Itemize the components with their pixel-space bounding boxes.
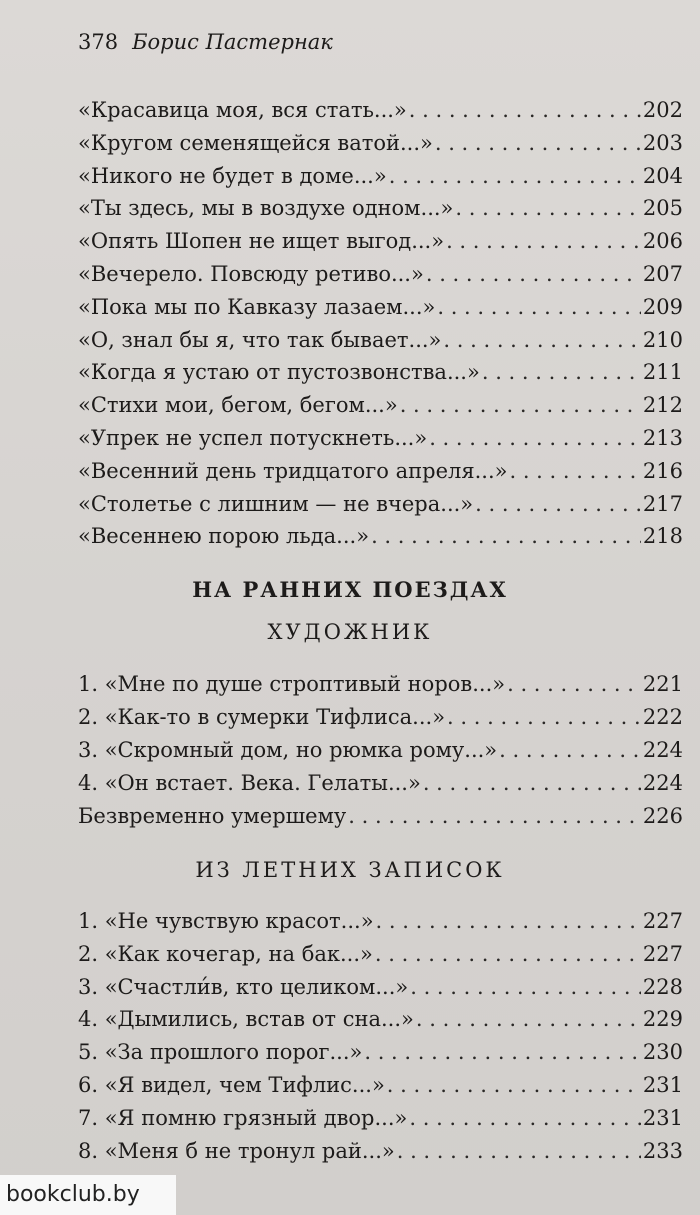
toc-entry	[78, 904, 683, 938]
toc-entry	[78, 970, 683, 1004]
toc-entry-page: 204	[642, 163, 683, 188]
toc-entry-title: «Красавица моя, вся стать...»	[78, 98, 407, 122]
toc-entry-title: «Весеннею порою льда...»	[78, 524, 370, 549]
toc-entry	[78, 355, 683, 389]
toc-entry-page: 231	[642, 1073, 683, 1097]
toc-entry-title: «Вечерело. Повсюду ретиво...»	[78, 262, 424, 286]
toc-entry-page: 228	[642, 974, 683, 999]
toc-entry	[78, 290, 683, 324]
toc-entry-title: «Никого не будет в доме...»	[78, 163, 387, 188]
toc-entry	[78, 733, 683, 767]
toc-entry-title: 6. «Я видел, чем Тифлис...»	[78, 1073, 385, 1097]
toc-entry	[78, 519, 683, 553]
toc-entry-title: «Кругом семенящейся ватой...»	[78, 130, 433, 155]
toc-entry-title: «Пока мы по Кавказу лазаем...»	[78, 294, 436, 319]
toc-entry-title: 4. «Он встает. Века. Гелаты...»	[78, 771, 421, 795]
toc-entry	[78, 191, 683, 225]
page-header	[78, 30, 333, 54]
dot-leader	[409, 1101, 641, 1135]
toc-entry	[78, 1035, 683, 1069]
toc-entry	[78, 1134, 683, 1168]
toc-entry-title: «Весенний день тридцатого апреля...»	[78, 458, 508, 483]
toc-entry-title: «Опять Шопен не ищет выгод...»	[78, 229, 445, 254]
dot-leader	[416, 1002, 641, 1036]
toc-entry-title: 8. «Меня б не тронул рай...»	[78, 1138, 395, 1163]
dot-leader	[499, 733, 641, 767]
toc-entry	[78, 667, 683, 701]
toc-entry-title: «О, знал бы я, что так бывает...»	[78, 327, 442, 352]
toc-entry	[78, 1101, 683, 1135]
dot-leader	[389, 159, 641, 193]
toc-entry-title: 3. «Счастли́в, кто целиком...»	[78, 974, 409, 999]
toc-entry	[78, 421, 683, 455]
dot-leader	[475, 487, 641, 521]
dot-leader	[437, 290, 641, 324]
toc-entry-page: 231	[642, 1105, 683, 1130]
toc-entry-page: 213	[642, 426, 683, 450]
toc-entry	[78, 1068, 683, 1102]
toc-entry-page: 224	[642, 771, 683, 795]
toc-entry-page: 212	[642, 393, 683, 418]
toc-entry-title: «Ты здесь, мы в воздухе одном...»	[78, 196, 454, 221]
toc-entry-page: 206	[642, 229, 683, 254]
dot-leader	[423, 766, 641, 800]
dot-leader	[447, 700, 641, 734]
toc-entry-title: «Столетье с лишним — не вчера...»	[78, 491, 474, 516]
toc-entry-page: 221	[642, 672, 683, 696]
toc-entry-page: 216	[642, 458, 683, 483]
dot-leader	[482, 355, 641, 389]
page-number: 378	[78, 30, 119, 54]
dot-leader	[387, 1068, 641, 1102]
toc-entry-title: «Стихи мои, бегом, бегом...»	[78, 393, 398, 418]
toc-entry	[78, 388, 683, 422]
toc-entry	[78, 799, 683, 833]
toc-entry-page: 233	[642, 1138, 683, 1163]
toc-entry-page: 207	[642, 262, 683, 286]
toc-entry	[78, 1002, 683, 1036]
toc-entry-page: 203	[642, 130, 683, 155]
dot-leader	[455, 191, 641, 225]
toc-entry-page: 229	[642, 1007, 683, 1032]
toc-entry-page: 224	[642, 738, 683, 762]
toc-entry-title: «Упрек не успел потускнеть...»	[78, 426, 428, 450]
watermark: bookclub.by	[0, 1175, 176, 1215]
toc-entry-page: 218	[642, 524, 683, 549]
toc-entry-title: 3. «Скромный дом, но рюмка рому...»	[78, 738, 498, 762]
toc-entry	[78, 93, 683, 127]
author-name: Борис Пастернак	[132, 30, 333, 54]
dot-leader	[400, 388, 641, 422]
subsection-title-letnie-zapiski: ИЗ ЛЕТНИХ ЗАПИСОК	[195, 858, 505, 882]
subsection-title-khudozhnik: ХУДОЖНИК	[267, 620, 433, 644]
dot-leader	[409, 93, 641, 127]
toc-entry-page: 227	[642, 909, 683, 933]
toc-entry-page: 222	[642, 705, 683, 729]
toc-entry	[78, 454, 683, 488]
toc-entry	[78, 766, 683, 800]
toc-entry-title: 1. «Не чувствую красот...»	[78, 909, 374, 933]
dot-leader	[429, 421, 641, 455]
toc-entry-page: 202	[642, 98, 683, 122]
toc-entry-page: 211	[642, 360, 683, 385]
dot-leader	[507, 667, 641, 701]
toc-entry-title: 1. «Мне по душе строптивый норов...»	[78, 672, 506, 696]
toc-entry	[78, 159, 683, 193]
dot-leader	[426, 257, 641, 291]
toc-entry-title: 4. «Дымились, встав от сна...»	[78, 1007, 414, 1032]
dot-leader	[376, 904, 641, 938]
toc-entry-page: 227	[642, 941, 683, 966]
dot-leader	[371, 519, 641, 553]
toc-entry-title: Безвременно умершему	[78, 804, 347, 828]
toc-entry-title: 2. «Как кочегар, на бак...»	[78, 941, 373, 966]
section-title: НА РАННИХ ПОЕЗДАХ	[192, 577, 508, 602]
toc-entry	[78, 323, 683, 357]
dot-leader	[375, 937, 641, 971]
toc-entry	[78, 937, 683, 971]
dot-leader	[410, 970, 641, 1004]
toc-entry-page: 210	[642, 327, 683, 352]
toc-entry-title: 7. «Я помню грязный двор...»	[78, 1105, 408, 1130]
toc-entry-title: 5. «За прошлого порог...»	[78, 1040, 363, 1065]
dot-leader	[397, 1134, 641, 1168]
toc-entry	[78, 126, 683, 160]
toc-entry	[78, 700, 683, 734]
toc-entry	[78, 224, 683, 258]
dot-leader	[509, 454, 640, 488]
toc-entry-page: 230	[642, 1040, 683, 1065]
dot-leader	[364, 1035, 641, 1069]
toc-entry-page: 217	[642, 491, 683, 516]
toc-entry-page: 209	[642, 294, 683, 319]
dot-leader	[435, 126, 641, 160]
toc-entry	[78, 487, 683, 521]
toc-entry-page: 226	[642, 804, 683, 828]
toc-entry	[78, 257, 683, 291]
dot-leader	[443, 323, 640, 357]
dot-leader	[446, 224, 641, 258]
dot-leader	[348, 799, 641, 833]
toc-entry-page: 205	[642, 196, 683, 221]
toc-entry-title: 2. «Как-то в сумерки Тифлиса...»	[78, 705, 446, 729]
toc-entry-title: «Когда я устаю от пустозвонства...»	[78, 360, 480, 385]
